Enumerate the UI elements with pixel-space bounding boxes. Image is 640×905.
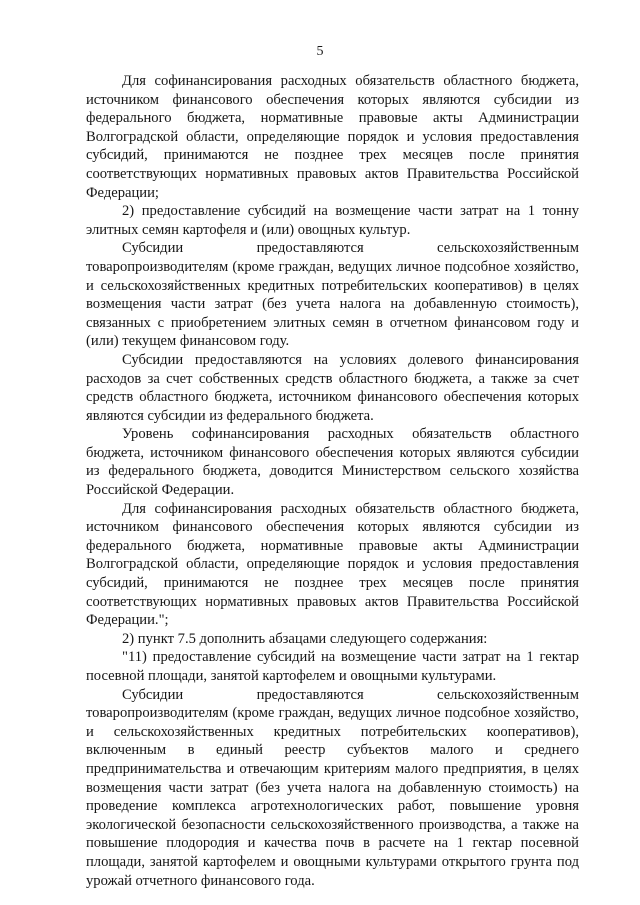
paragraph: Уровень софинансирования расходных обязательств областного бюджета, источником финансового обеспечения которых являются субсидии из федерального бюджета, доводится Министерством сельского хозяйства Российской Федерации.	[86, 426, 579, 499]
document-body	[86, 72, 579, 890]
paragraph: Для софинансирования расходных обязательств областного бюджета, источником финансового обеспечения которых являются субсидии из федерального бюджета, нормативные правовые акты Администрации Волгоградской области, определяющие порядок и условия предоставления субсидий, принимаются не позднее трех месяцев после принятия соответствующих нормативных правовых актов Правительства Российской Федерации;	[86, 73, 579, 201]
paragraph: Субсидии предоставляются сельскохозяйственным товаропроизводителям (кроме граждан, ведущих личное подсобное хозяйство, и сельскохозяйственных кредитных потребительских кооперативов), включенным в единый реестр субъектов малого и среднего предпринимательства и отвечающим критериям малого предприятия, в целях возмещения части затрат (без учета налога на добавленную стоимость) на проведение комплекса агротехнологических работ, повышение уровня экологической безопасности сельскохозяйственного производства, а также на повышение плодородия и качества почв в расчете на 1 гектар посевной площади, занятой картофелем и овощными культурами открытого грунта под урожай отчетного финансового года.	[86, 686, 579, 889]
paragraph: 2) пункт 7.5 дополнить абзацами следующего содержания:	[122, 630, 488, 647]
paragraph: "11) предоставление субсидий на возмещение части затрат на 1 гектар посевной площади, занятой картофелем и овощными культурами.	[86, 649, 579, 684]
paragraph: Субсидии предоставляются сельскохозяйственным товаропроизводителям (кроме граждан, ведущих личное подсобное хозяйство, и сельскохозяйственных кредитных потребительских кооперативов) в целях возмещения части затрат (без учета налога на добавленную стоимость), связанных с приобретением элитных семян в отчетном финансовом году и (или) текущем финансовом году.	[86, 240, 579, 350]
paragraph: Для софинансирования расходных обязательств областного бюджета, источником финансового обеспечения которых являются субсидии из федерального бюджета, нормативные правовые акты Администрации Волгоградской области, определяющие порядок и условия предоставления субсидий, принимаются не позднее трех месяцев после принятия соответствующих нормативных правовых актов Правительства Российской Федерации.";	[86, 500, 579, 629]
paragraph: Субсидии предоставляются на условиях долевого финансирования расходов за счет собственных средств областного бюджета, а также за счет средств областного бюджета, источником финансового обеспечения которых являются субсидии из федерального бюджета.	[86, 351, 579, 424]
paragraph: 2) предоставление субсидий на возмещение части затрат на 1 тонну элитных семян картофеля и (или) овощных культур.	[86, 203, 579, 238]
page-number: 5	[316, 44, 324, 59]
